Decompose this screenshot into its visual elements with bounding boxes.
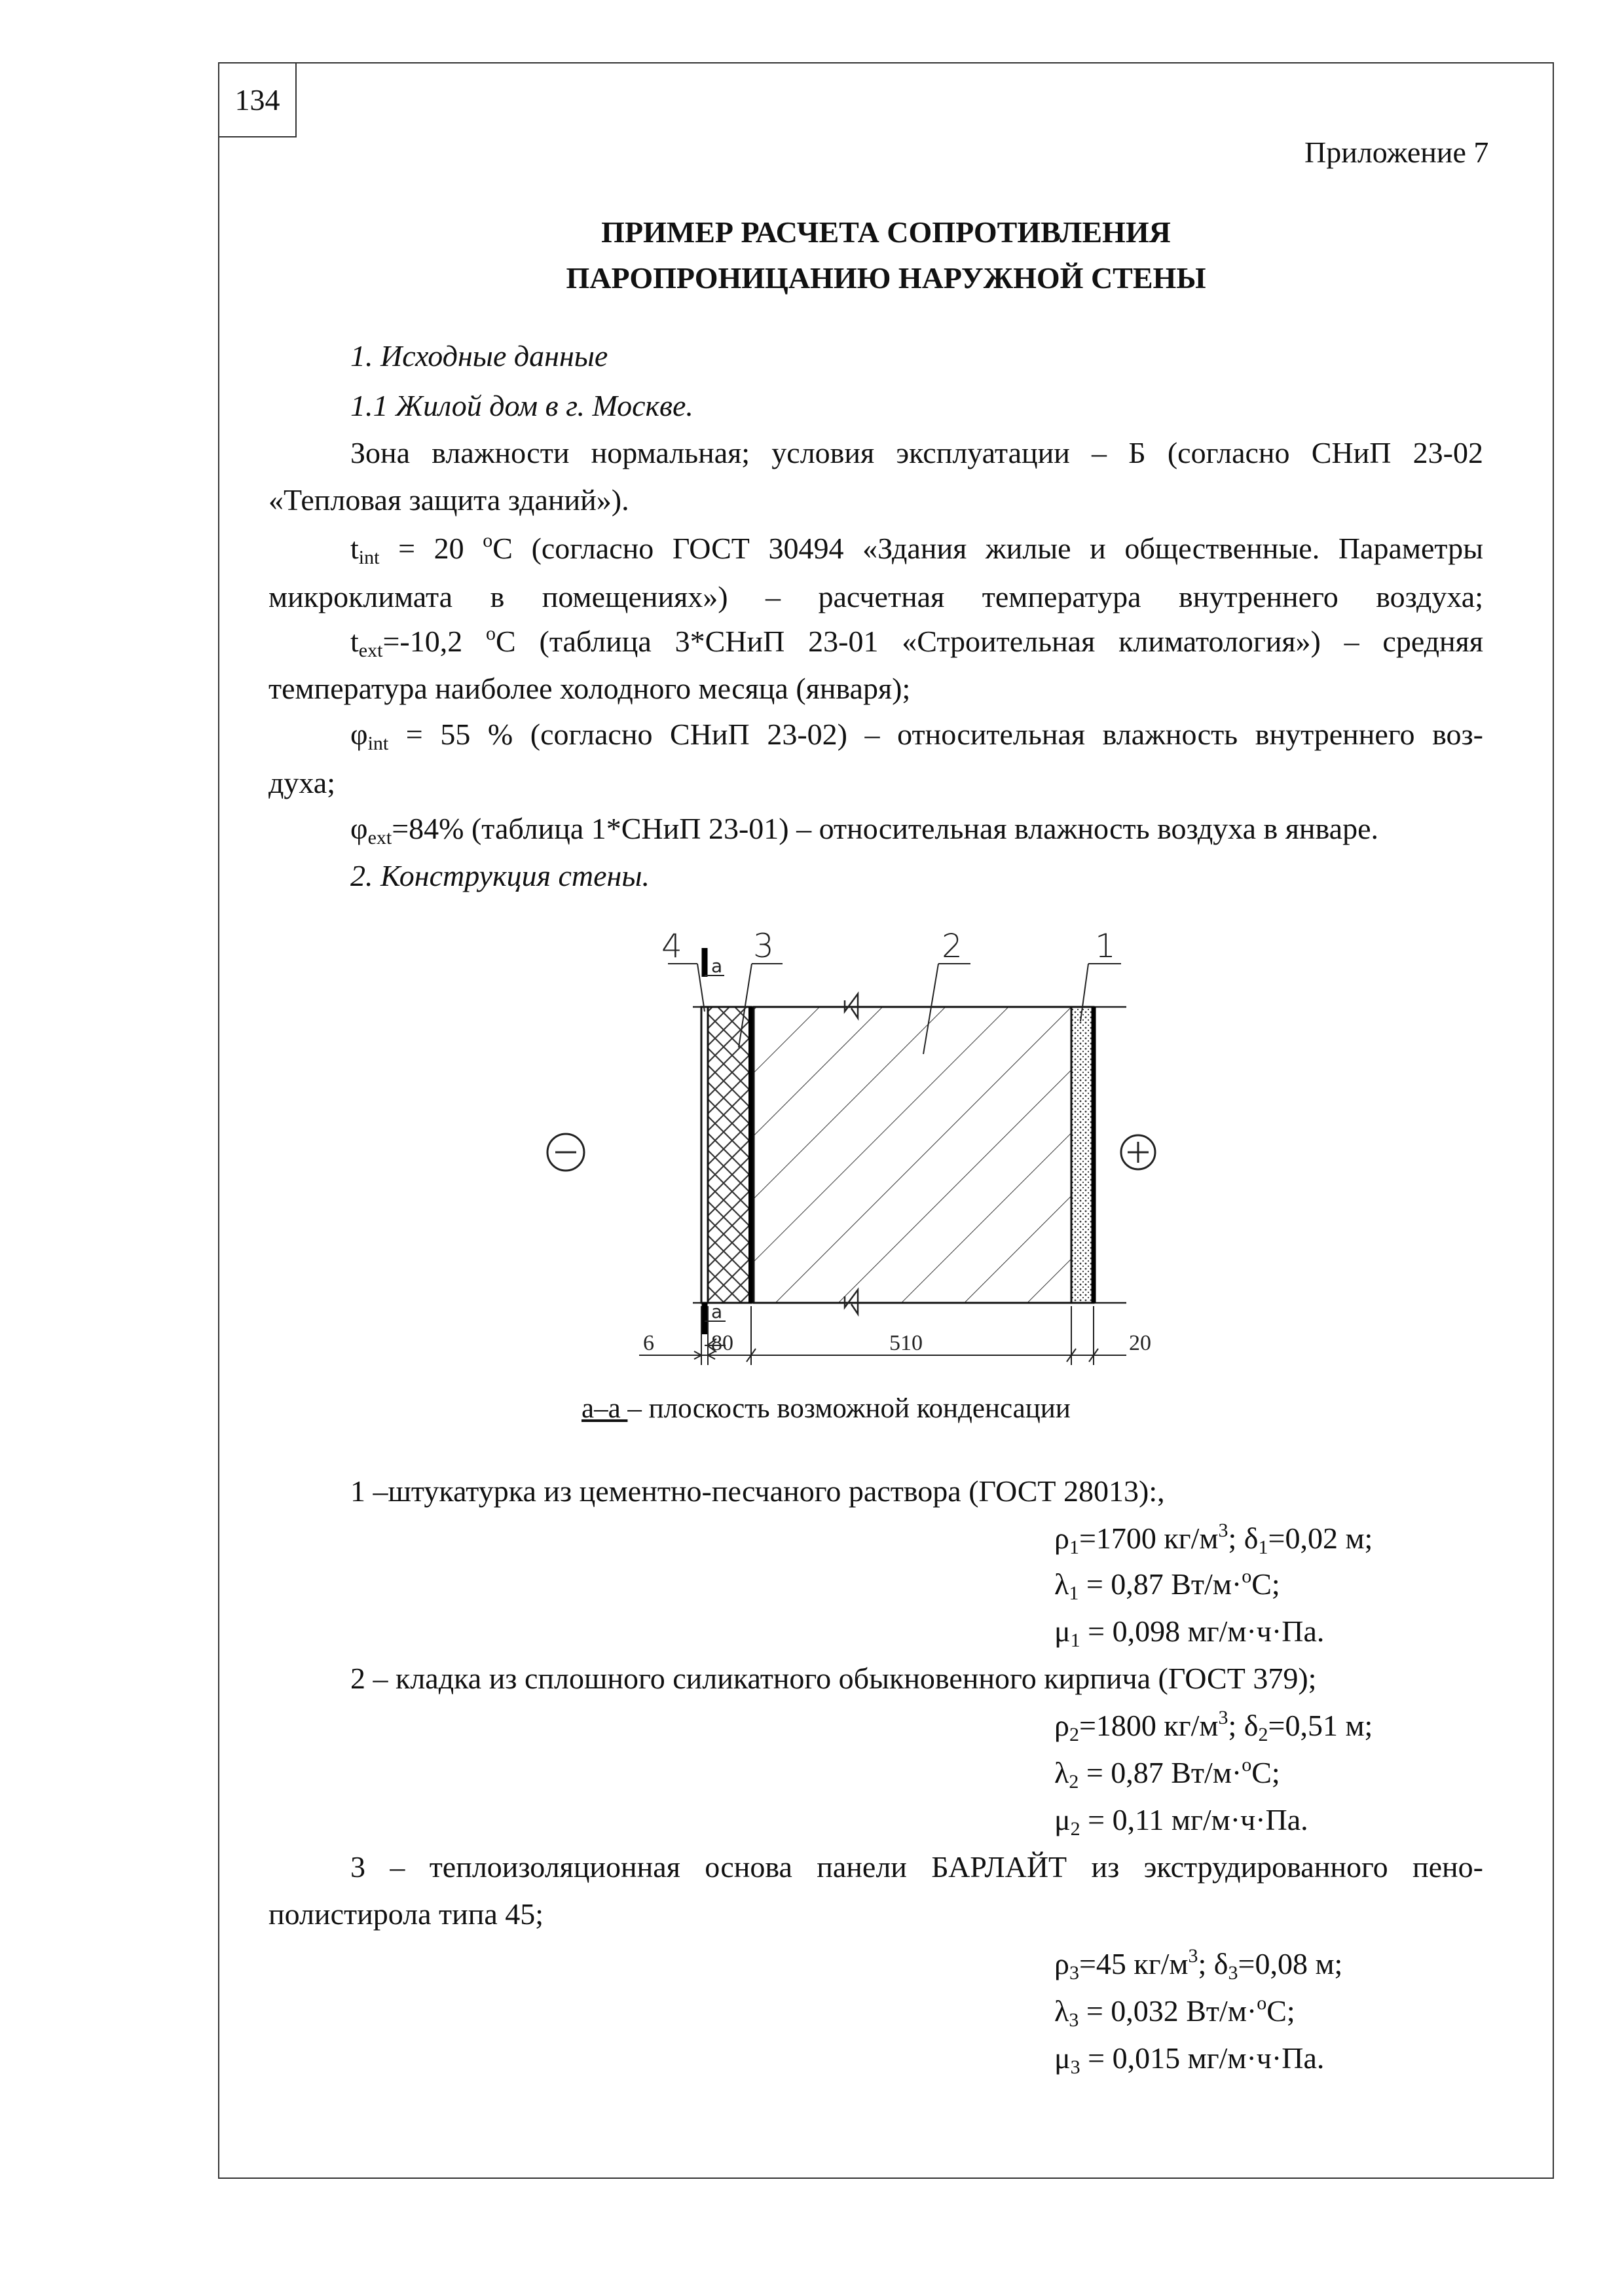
layer-2-mu: $\mu_2 = 0,11$ мг/м·ч·Па. bbox=[1054, 1803, 1308, 1840]
page-number: 134 bbox=[218, 62, 297, 137]
layer-2-masonry bbox=[754, 1007, 1071, 1303]
layer-3-description-line-2: полистирола типа 45; bbox=[268, 1897, 544, 1931]
minus-sign bbox=[556, 1136, 571, 1162]
section-mark-top: а bbox=[711, 955, 723, 977]
layer-3-lambda: $\lambda_3 = 0,032$ Вт/м·$^o$С; bbox=[1054, 1992, 1295, 2031]
layer-3-insulation bbox=[708, 1007, 751, 1303]
layer-1-mu: $\mu_1 = 0,098$ мг/м·ч·Па. bbox=[1054, 1614, 1325, 1651]
section-mark-bottom: а bbox=[711, 1301, 723, 1322]
label-2: 2 bbox=[942, 927, 963, 965]
section-1-heading: 1. Исходные данные bbox=[350, 339, 608, 373]
layer-2-description: 2 – кладка из сплошного силикатного обыкновенного кирпича (ГОСТ 379); bbox=[350, 1662, 1317, 1695]
figure-caption: а–а – плоскость возможной конденсации bbox=[581, 1393, 1071, 1424]
title-line-1: ПРИМЕР РАСЧЕТА СОПРОТИВЛЕНИЯ bbox=[601, 215, 1171, 249]
layer-3-description-line-1: 3 – теплоизоляционная основа панели БАРЛАЙТ из экструдированного пено- bbox=[350, 1850, 1483, 1884]
layer-1-plaster bbox=[1071, 1007, 1094, 1303]
dim-510: 510 bbox=[889, 1331, 923, 1355]
zone-paragraph-line-1: Зона влажности нормальная; условия эксплуатации – Б (согласно СНиП 23-02 bbox=[350, 436, 1483, 469]
dim-20: 20 bbox=[1129, 1331, 1151, 1355]
label-4: 4 bbox=[661, 927, 682, 965]
section-2-heading: 2. Конструкция стены. bbox=[350, 859, 650, 892]
layer-3-mu: $\mu_3 = 0,015$ мг/м·ч·Па. bbox=[1054, 2041, 1325, 2078]
layer-2-rho: $\rho_2=1800$ $кг/м^3$; $\delta_2=0,51$ м; bbox=[1054, 1707, 1373, 1745]
appendix-label: Приложение 7 bbox=[1304, 136, 1489, 169]
text-line-2: температура наиболее холодного месяца (января); bbox=[268, 672, 911, 705]
section-1-1-heading: 1.1 Жилой дом в г. Москве. bbox=[350, 389, 693, 422]
title-line-2: ПАРОПРОНИЦАНИЮ НАРУЖНОЙ СТЕНЫ bbox=[566, 261, 1206, 295]
layer-1-rho: $\rho_1=1700$ $кг/м^3$; $\delta_1=0,02$ м; bbox=[1054, 1520, 1373, 1558]
dim-80: 80 bbox=[711, 1331, 733, 1355]
text-line-1: $t_{ext}=-10,2$ $^o$С (таблица 3*СНиП 23-01 «Строительная климатология») – средняя bbox=[350, 623, 1483, 661]
phiint-line-2: духа; bbox=[268, 766, 335, 799]
layer-2-lambda: $\lambda_2 = 0,87$ Вт/м·$^o$С; bbox=[1054, 1754, 1280, 1793]
layer-3-rho: $\rho_3=45$ $кг/м^3$; $\delta_3=0,08$ м; bbox=[1054, 1945, 1343, 1984]
zone-paragraph-line-2: «Тепловая защита зданий»). bbox=[268, 483, 629, 517]
tint-line-2: микроклимата в помещениях») – расчетная температура внутреннего воздуха; bbox=[268, 580, 1483, 613]
plus-sign bbox=[1130, 1137, 1145, 1163]
layer-1-lambda: $\lambda_1 = 0,87$ Вт/м·$^o$С; bbox=[1054, 1565, 1280, 1604]
label-3: 3 bbox=[753, 927, 774, 965]
layer-1-description: 1 –штукатурка из цементно-песчаного раствора (ГОСТ 28013):, bbox=[350, 1474, 1165, 1508]
dim-6: 6 bbox=[643, 1331, 654, 1355]
phiint-line-1: $\varphi_{int} = 55$ % (согласно СНиП 23-02) – относительная влажность внутреннего воз- bbox=[350, 718, 1483, 754]
phiext-line: $\varphi_{ext}=84\%$ (таблица 1*СНиП 23-01) – относительная влажность воздуха в январе. bbox=[350, 812, 1378, 848]
tint-line-1: $t_{int} = 20$ $^o$С (согласно ГОСТ 30494 «Здания жилые и общественные. Параметры bbox=[350, 530, 1483, 568]
label-1: 1 bbox=[1095, 927, 1116, 965]
